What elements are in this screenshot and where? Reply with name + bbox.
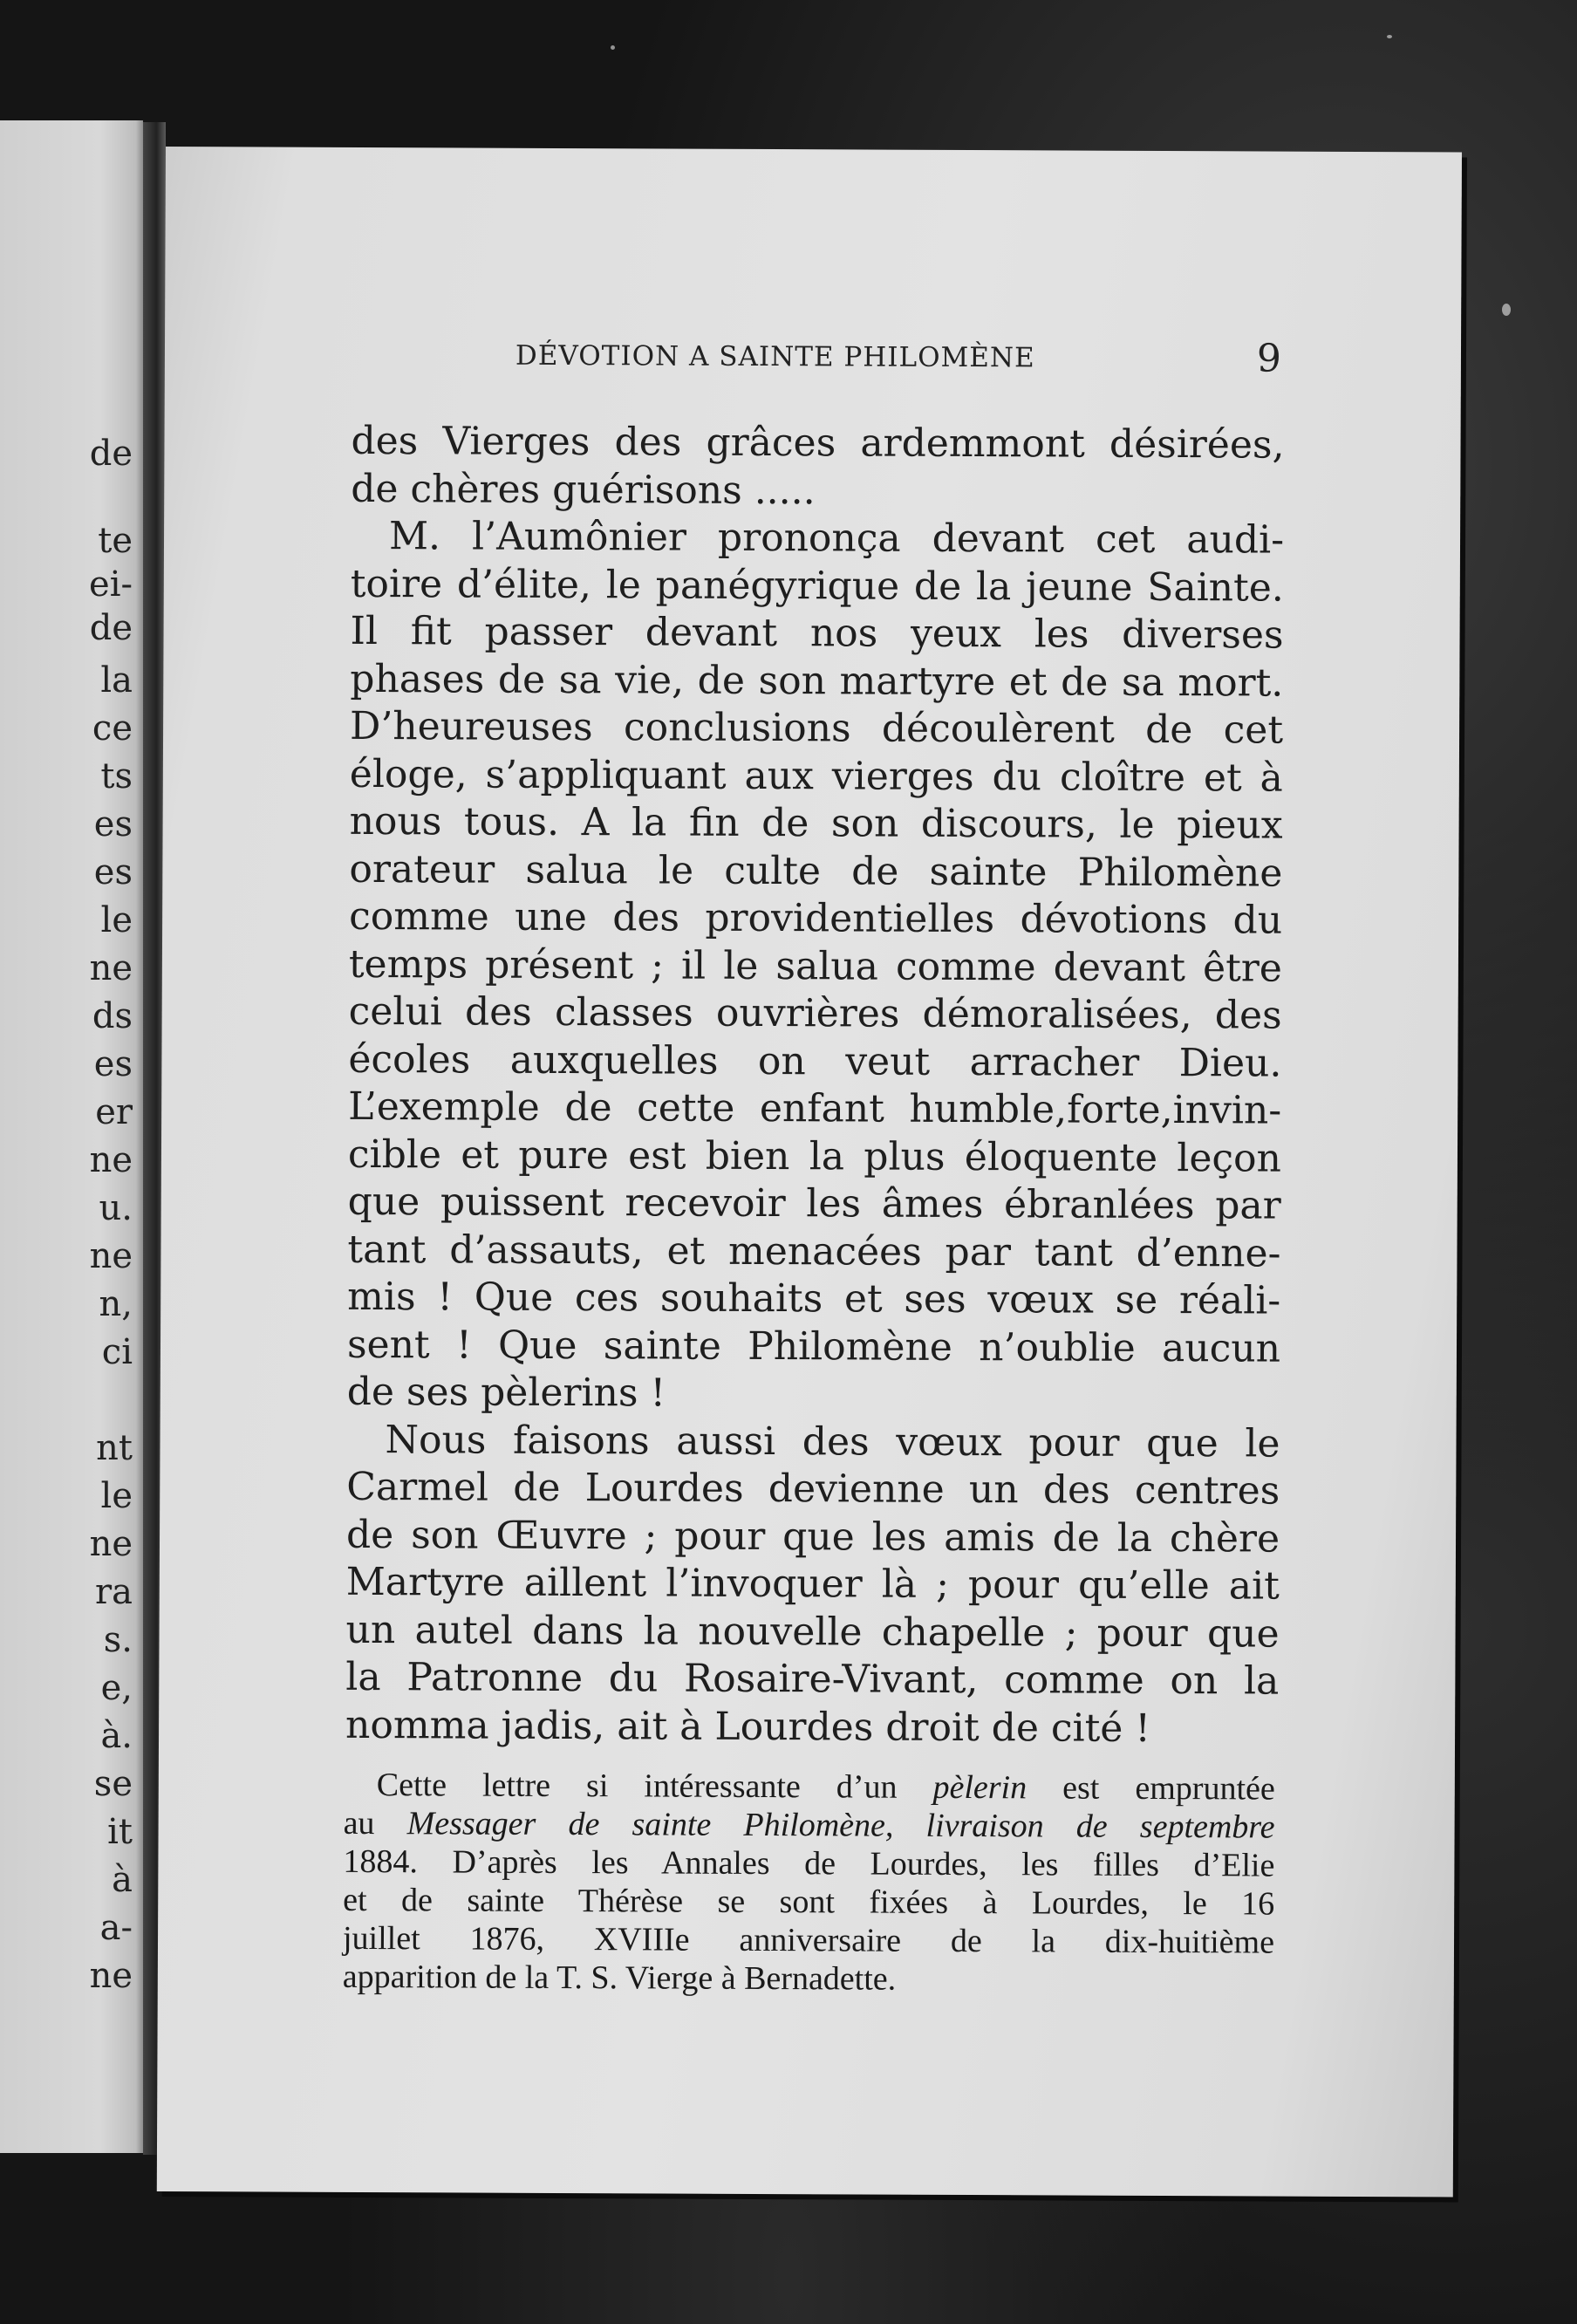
body-line: toire d’élite, le panégyrique de la jeune Sainte.	[350, 561, 1284, 611]
body-line: des Vierges des grâces ardemmont désirées,	[351, 418, 1285, 468]
facing-page-text-fragment: ne	[89, 1236, 133, 1276]
facing-page-text-fragment: à.	[100, 1716, 133, 1756]
body-line: tant d’assauts, et menacées par tant d’enne-	[347, 1227, 1281, 1276]
page-number: 9	[1256, 336, 1282, 381]
facing-page-text-fragment: s.	[103, 1620, 133, 1660]
footnote-line: juillet 1876, XVIIIe anniversaire de la dix-huitième	[342, 1919, 1275, 1961]
body-line: écoles auxquelles on veut arracher Dieu.	[348, 1036, 1282, 1086]
facing-page-text-fragment: le	[100, 1476, 133, 1516]
facing-page-text-fragment: n,	[99, 1284, 133, 1324]
facing-page-text-fragment: à	[112, 1860, 133, 1900]
facing-page-text-fragment: e,	[100, 1668, 133, 1708]
body-line: comme une des providentielles dévotions du	[349, 893, 1283, 943]
facing-page-text-fragment: ne	[89, 1956, 133, 1996]
facing-page-text-fragment: la	[100, 660, 133, 701]
body-line: L’exemple de cette enfant humble,forte,invin-	[348, 1083, 1282, 1133]
body-line: Nous faisons aussi des vœux pour que le	[385, 1417, 1280, 1466]
facing-page-text-fragment: ei-	[89, 564, 133, 605]
body-line: nomma jadis, ait à Lourdes droit de cité !	[345, 1702, 1151, 1751]
body-line: nous tous. A la fin de son discours, le pieux	[349, 798, 1283, 848]
running-head: DÉVOTION A SAINTE PHILOMÈNE	[515, 339, 1035, 374]
body-line: de son Œuvre ; pour que les amis de la chère	[345, 1512, 1280, 1562]
facing-page-text-fragment: ci	[101, 1332, 133, 1372]
footnote-line: et de sainte Thérèse se sont fixées à Lourdes, le 16	[343, 1881, 1275, 1923]
facing-page-text-fragment: de	[89, 434, 133, 474]
body-text	[345, 418, 1285, 1753]
body-line: Il fit passer devant nos yeux les diverses	[350, 608, 1284, 658]
facing-page-text-fragment: ne	[89, 1524, 133, 1564]
facing-page-text-fragment: nt	[96, 1428, 133, 1468]
facing-page-text-fragment: se	[93, 1764, 133, 1804]
facing-page-text-fragment: ne	[89, 948, 133, 988]
facing-page-text-fragment: u.	[99, 1188, 133, 1228]
facing-page-text-fragment: a-	[99, 1908, 133, 1948]
dust-speck	[1387, 35, 1392, 38]
facing-page-text-fragment: ne	[89, 1140, 133, 1180]
facing-page-text-fragment: it	[107, 1812, 133, 1852]
footnote-line: au Messager de sainte Philomène, livraison de septembre	[343, 1804, 1275, 1846]
body-line: orateur salua le culte de sainte Philomène	[349, 846, 1283, 896]
facing-page-text-fragment: ds	[92, 996, 133, 1036]
facing-page-text-fragment: ts	[100, 756, 133, 796]
facing-page-text-fragment: es	[93, 1044, 133, 1084]
body-line: mis ! Que ces souhaits et ses vœux se réali-	[347, 1274, 1281, 1323]
facing-page	[0, 120, 143, 2153]
body-line: un autel dans la nouvelle chapelle ; pour que	[345, 1607, 1280, 1657]
facing-page-text-fragment: te	[98, 521, 133, 561]
body-line: de chères guérisons .....	[351, 466, 816, 513]
facing-page-text-fragment: er	[95, 1092, 133, 1132]
body-line: la Patronne du Rosaire-Vivant, comme on la	[345, 1654, 1280, 1704]
body-line: que puissent recevoir les âmes ébranlées par	[347, 1179, 1281, 1228]
body-line: Martyre aillent l’invoquer là ; pour qu’elle ait	[345, 1559, 1280, 1609]
body-line: éloge, s’appliquant aux vierges du cloître et à	[349, 751, 1283, 801]
body-line: celui des classes ouvrières démoralisées, des	[348, 988, 1282, 1038]
body-line: de ses pèlerins !	[346, 1369, 666, 1416]
body-line: temps présent ; il le salua comme devant être	[348, 941, 1283, 991]
footnote	[343, 1766, 1275, 2000]
facing-page-text-fragment: le	[100, 900, 133, 940]
body-line: sent ! Que sainte Philomène n’oublie aucun	[346, 1322, 1281, 1371]
dust-speck	[611, 45, 615, 50]
body-line: D’heureuses conclusions découlèrent de cet	[349, 703, 1284, 753]
book-page	[157, 147, 1462, 2197]
body-line: phases de sa vie, de son martyre et de sa mort.	[350, 656, 1284, 706]
footnote-line: Cette lettre si intéressante d’un pèlerin est empruntée	[376, 1767, 1275, 1808]
body-line: Carmel de Lourdes devienne un des centres	[346, 1464, 1280, 1514]
facing-page-text-fragment: ce	[92, 708, 133, 748]
body-line: M. l’Aumônier prononça devant cet audi-	[388, 514, 1285, 563]
footnote-line: 1884. D’après les Annales de Lourdes, les filles d’Elie	[343, 1842, 1275, 1884]
footnote-line: apparition de la T. S. Vierge à Bernadette.	[342, 1958, 897, 1998]
dust-speck	[1502, 304, 1511, 316]
footnote-italic-term: pèlerin	[932, 1768, 1027, 1807]
facing-page-text-fragment: de	[89, 608, 133, 648]
facing-page-text-fragment: es	[93, 804, 133, 844]
facing-page-text-fragment: es	[93, 852, 133, 892]
facing-page-text-fragment: ra	[95, 1572, 133, 1612]
footnote-italic-source: Messager de sainte Philomène, livraison de septembre	[406, 1805, 1275, 1846]
body-line: cible et pure est bien la plus éloquente leçon	[347, 1131, 1282, 1181]
